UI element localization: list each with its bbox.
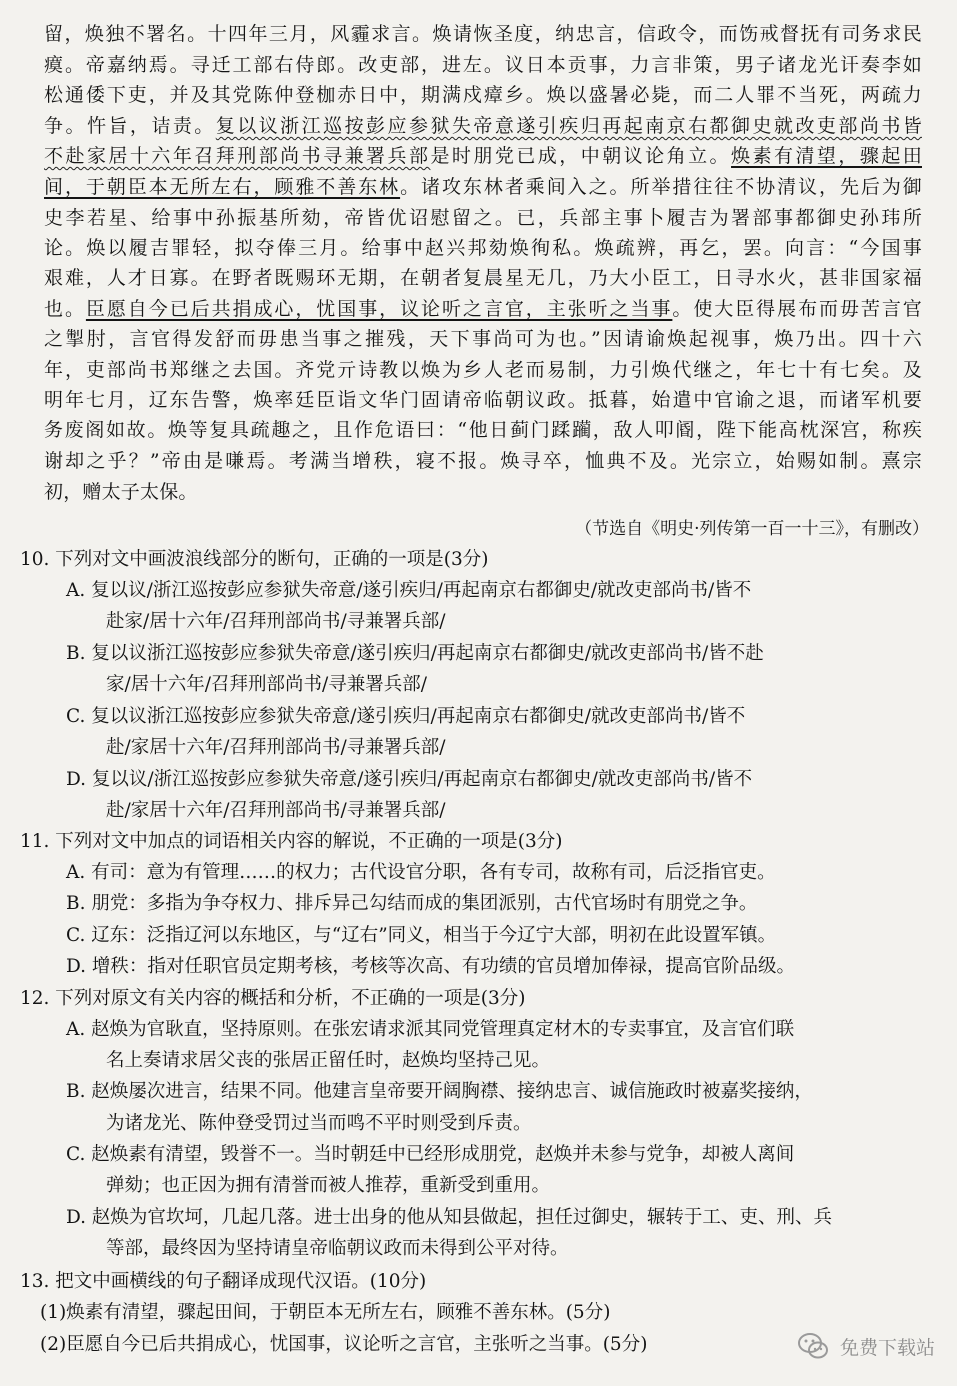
passage-text: 松通倭下吏，并及其党陈仲登枷赤日中，期满戍瘴乡。焕以盛暑必毙，而二人罪不当死，两疏力 <box>44 84 922 106</box>
passage-line <box>44 53 922 77</box>
passage-line <box>44 358 922 382</box>
question-title: 10. 下列对文中画波浪线部分的断句，正确的一项是(3分) <box>20 549 489 570</box>
passage-text: 也。 <box>44 298 86 320</box>
passage-line <box>44 297 922 321</box>
passage-text: 论。焕以履吉罪轻，拟夺俸三月。给事中赵兴邦劾焕徇私。焕疏辨，再乞，罢。向言：“今国事 <box>44 237 922 259</box>
passage-text: 之掣肘，言官得发舒而毋患当事之摧残，天下事尚可为也。”因请谕焕起视事，焕乃出。四十六 <box>44 328 922 350</box>
passage-line <box>44 480 922 504</box>
underlined-sentence: 焕素有清望，骤起田 <box>731 145 922 167</box>
passage-text: 明年七月，辽东告警，焕率廷臣诣文华门固请帝临朝议政。抵暮，始遣中官谕之退，而诸军机要 <box>44 389 922 411</box>
passage-text: 初，赠太子太保。 <box>44 481 198 503</box>
answer-option: D. 赵焕为官坎坷，几起几落。进士出身的他从知县做起，担任过御史，辗转于工、吏、刑、兵 <box>66 1207 832 1228</box>
passage-text: 年，吏部尚书郑继之去国。齐党亓诗教以焕为乡人老而易制，力引焕代继之，年七十有七矣。及 <box>44 359 922 381</box>
source-citation: （节选自《明史·列传第一百一十三》，有删改） <box>575 519 929 539</box>
question-title: 13. 把文中画横线的句子翻译成现代汉语。(10分) <box>20 1271 427 1292</box>
passage-line <box>44 327 922 351</box>
passage-line <box>44 266 922 290</box>
question-title: 11. 下列对文中加点的词语相关内容的解说，不正确的一项是(3分) <box>20 831 563 852</box>
answer-option-continuation: 赴家/居十六年/召拜刑部尚书/寻兼署兵部/ <box>106 611 446 632</box>
passage-line <box>44 388 922 412</box>
translation-item: (1)焕素有清望，骤起田间，于朝臣本无所左右，顾雅不善东林。(5分) <box>40 1302 611 1323</box>
passage-line <box>44 418 922 442</box>
passage-text: 谢却之乎？”帝由是嗛焉。考满当增秩，寝不报。焕寻卒，恤典不及。光宗立，始赐如制。熹宗 <box>44 450 922 472</box>
answer-option: C. 赵焕素有清望，毁誉不一。当时朝廷中已经形成朋党，赵焕并未参与党争，却被人离间 <box>66 1144 795 1165</box>
answer-option-continuation: 为诸龙光、陈仲登受罚过当而鸣不平时则受到斥责。 <box>106 1113 532 1134</box>
passage-text: 。使大臣得展布而毋苦言官 <box>672 298 922 320</box>
passage-text: 瘼。帝嘉纳焉。寻迁工部右侍郎。改吏部，进左。议日本贡事，力言非策，男子诸龙光讦奏李如 <box>44 54 922 76</box>
passage-text: 。诸攻东林者乘间入之。所举措往往不协清议，先后为御 <box>400 176 922 198</box>
underlined-sentence: 间，于朝臣本无所左右，顾雅不善东林 <box>44 176 401 198</box>
answer-option: C. 复以议浙江巡按彭应参狱失帝意/遂引疾归/再起南京右都御史/就改吏部尚书/皆不 <box>66 706 746 727</box>
answer-option: D. 复以议/浙江巡按彭应参狱失帝意/遂引疾归/再起南京右都御史/就改吏部尚书/皆不 <box>66 769 753 790</box>
answer-option: A. 有司：意为有管理……的权力；古代设官分职，各有专司，故称有司，后泛指官吏。 <box>66 862 776 883</box>
question-title: 12. 下列对原文有关内容的概括和分析，不正确的一项是(3分) <box>20 988 526 1009</box>
passage-text: 史李若星、给事中孙振基所劾，帝皆优诏慰留之。已，兵部主事卜履吉为署部事都御史孙玮所 <box>44 207 922 229</box>
answer-option: A. 复以议/浙江巡按彭应参狱失帝意/遂引疾归/再起南京右都御史/就改吏部尚书/皆不 <box>66 580 752 601</box>
wavy-underlined-text: 复以议浙江巡按彭应参狱失帝意遂引疾归再起南京右都御史就改吏部尚书皆 <box>215 115 922 137</box>
passage-text: 争。忤旨，诘责。 <box>44 115 216 137</box>
passage-text: 留，焕独不署名。十四年三月，风霾求言。焕请恢圣度，纳忠言，信政令，而饬戒督抚有司务求民 <box>44 23 922 45</box>
underlined-sentence: 臣愿自今已后共捐成心，忧国事，议论听之言官，主张听之当事 <box>85 298 673 320</box>
passage-text: 是时朋党已成，中朝议论角立。 <box>430 145 732 167</box>
passage-line <box>44 83 922 107</box>
passage-line <box>44 236 922 260</box>
answer-option-continuation: 赴/家居十六年/召拜刑部尚书/寻兼署兵部/ <box>106 737 446 758</box>
wechat-icon <box>796 1329 830 1363</box>
passage-line <box>44 449 922 473</box>
wavy-underlined-text: 不赴家居十六年召拜刑部尚书寻兼署兵部 <box>44 145 431 167</box>
passage-text: 务废阁如故。焕等复具疏趣之，且作危语曰：“他日蓟门蹂躏，敌人叩阍，陛下能高枕深宫，称疾 <box>44 419 922 441</box>
passage-line <box>44 206 922 230</box>
passage-line <box>44 114 922 138</box>
watermark <box>796 1326 935 1366</box>
watermark-text: 免费下载站 <box>839 1336 935 1359</box>
passage-text: 艰难，人才日寡。在野者既赐环无期，在朝者复晨星无几，乃大小臣工，日寻水火，甚非国家福 <box>44 267 922 289</box>
answer-option-continuation: 赴/家居十六年/召拜刑部尚书/寻兼署兵部/ <box>106 800 446 821</box>
answer-option: D. 增秩：指对任职官员定期考核，考核等次高、有功绩的官员增加俸禄，提高官阶品级。 <box>66 956 795 977</box>
answer-option: C. 辽东：泛指辽河以东地区，与“辽右”同义，相当于今辽宁大部，明初在此设置军镇。 <box>66 925 777 946</box>
answer-option-continuation: 等部，最终因为坚持请皇帝临朝议政而未得到公平对待。 <box>106 1238 569 1259</box>
passage-line <box>44 144 922 168</box>
answer-option: A. 赵焕为官耿直，坚持原则。在张宏请求派其同党管理真定材木的专卖事宜，及言官们联 <box>66 1019 795 1040</box>
answer-option: B. 赵焕屡次进言，结果不同。他建言皇帝要开阔胸襟、接纳忠言、诚信施政时被嘉奖接纳， <box>66 1081 813 1102</box>
answer-option: B. 复以议浙江巡按彭应参狱失帝意/遂引疾归/再起南京右都御史/就改吏部尚书/皆不赴 <box>66 643 764 664</box>
answer-option-continuation: 家/居十六年/召拜刑部尚书/寻兼署兵部/ <box>106 674 427 695</box>
answer-option-continuation: 弹劾；也正因为拥有清誉而被人推荐，重新受到重用。 <box>106 1175 551 1196</box>
translation-item: (2)臣愿自今已后共捐成心，忧国事，议论听之言官，主张听之当事。(5分) <box>40 1334 648 1355</box>
answer-option: B. 朋党：多指为争夺权力、排斥异己勾结而成的集团派别，古代官场时有朋党之争。 <box>66 893 758 914</box>
answer-option-continuation: 名上奏请求居父丧的张居正留任时，赵焕均坚持己见。 <box>106 1050 551 1071</box>
passage-line <box>44 175 922 199</box>
passage-line <box>44 22 922 46</box>
